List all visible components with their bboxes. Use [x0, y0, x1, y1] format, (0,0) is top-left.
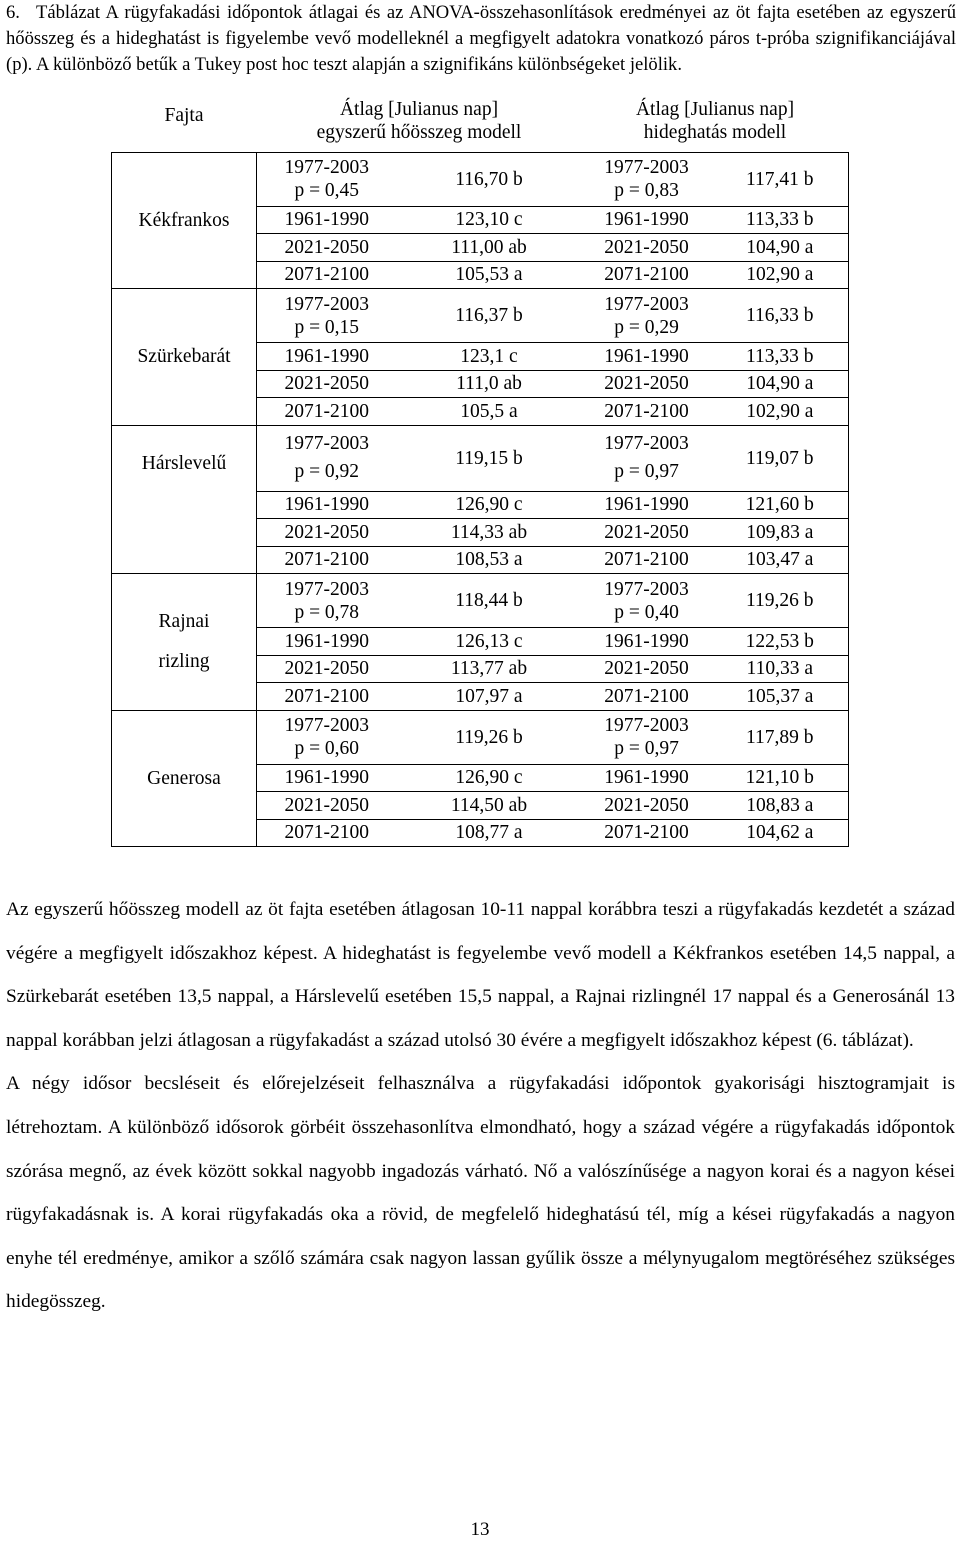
results-table — [111, 98, 849, 847]
value-model1: 123,1 c — [397, 343, 582, 371]
period-cell: 1977-2003 p = 0,15 — [257, 289, 397, 343]
period-cell: 1961-1990 — [257, 206, 397, 234]
period-cell: 1961-1990 — [582, 764, 712, 792]
value-model1: 118,44 b — [397, 574, 582, 628]
value-model1: 126,90 c — [397, 491, 582, 519]
table-caption — [6, 0, 956, 78]
value-model1: 105,53 a — [397, 261, 582, 289]
value-model1: 116,37 b — [397, 289, 582, 343]
value-model1: 123,10 c — [397, 206, 582, 234]
fajta-name: Szürkebarát — [112, 289, 257, 426]
value-model2: 113,33 b — [712, 206, 849, 234]
p-value-model2: p = 0,83 — [614, 180, 679, 201]
fajta-name: Hárslevelű — [112, 425, 257, 574]
value-model2: 116,33 b — [712, 289, 849, 343]
period-cell: 1977-2003 p = 0,92 — [257, 425, 397, 491]
value-model2: 119,07 b — [712, 425, 849, 491]
p-value-model1: p = 0,78 — [294, 601, 360, 623]
table-row — [112, 425, 849, 491]
period-cell: 1961-1990 — [257, 764, 397, 792]
fajta-name — [112, 574, 257, 711]
period-cell: 2021-2050 — [582, 519, 712, 547]
period-cell: 2071-2100 — [257, 546, 397, 574]
period-cell: 1961-1990 — [582, 628, 712, 656]
period-cell: 2021-2050 — [257, 792, 397, 820]
value-model1: 126,90 c — [397, 764, 582, 792]
value-model1: 108,77 a — [397, 819, 582, 847]
period-cell: 2071-2100 — [257, 261, 397, 289]
body-text — [6, 888, 955, 1324]
value-model2: 104,90 a — [712, 370, 849, 398]
value-model1: 119,15 b — [397, 425, 582, 491]
period-cell: 1961-1990 — [582, 343, 712, 371]
period-cell: 2021-2050 — [582, 370, 712, 398]
p-value-model1: p = 0,15 — [294, 316, 360, 338]
value-model2: 105,37 a — [712, 683, 849, 711]
header-model1 — [257, 98, 582, 152]
value-model2: 117,41 b — [712, 152, 849, 206]
fajta-name: Generosa — [112, 710, 257, 847]
header-model2-line1: Átlag [Julianus nap] — [635, 99, 795, 120]
page-number: 13 — [470, 1519, 490, 1540]
value-model2: 121,10 b — [712, 764, 849, 792]
period-cell: 2021-2050 — [582, 234, 712, 262]
value-model2: 110,33 a — [712, 655, 849, 683]
p-value-model1: p = 0,45 — [294, 180, 360, 201]
period-cell: 1977-2003 p = 0,29 — [582, 289, 712, 343]
value-model2: 108,83 a — [712, 792, 849, 820]
header-model2-line2: hideghatás modell — [643, 122, 787, 143]
header-model1-line2: egyszerű hőösszeg modell — [316, 122, 522, 143]
period-cell: 1961-1990 — [257, 628, 397, 656]
period-cell: 2021-2050 — [257, 519, 397, 547]
value-model2: 102,90 a — [712, 398, 849, 426]
value-model2: 119,26 b — [712, 574, 849, 628]
header-model2 — [582, 98, 849, 152]
period-cell: 1961-1990 — [582, 491, 712, 519]
fajta-name-line2: rizling — [158, 650, 210, 672]
p-value-model1: p = 0,60 — [294, 738, 360, 759]
caption-number: 6. — [6, 2, 20, 23]
caption-text: Táblázat A rügyfakadási időpontok átlagai és az ANOVA-összehasonlítások eredményei az öt fajta esetében az egyszerű hőösszeg és a hideghatást is figyelembe vevő modelleknél a megfigyelt adatokra vonatkozó páros t-próba szignifikanciájával (p). A különböző betűk a Tukey post hoc teszt alapján a szignifikáns különbségeket jelölik. — [6, 2, 956, 75]
value-model1: 116,70 b — [397, 152, 582, 206]
header-model1-line1: Átlag [Julianus nap] — [339, 99, 499, 120]
fajta-name: Kékfrankos — [112, 152, 257, 289]
period-cell: 2021-2050 — [257, 655, 397, 683]
value-model1: 126,13 c — [397, 628, 582, 656]
value-model2: 117,89 b — [712, 710, 849, 764]
paragraph: Az egyszerű hőösszeg modell az öt fajta esetében átlagosan 10-11 nappal korábbra teszi a rügyfakadás kezdetét a század végére a megfigyelt időszakhoz képest. A hideghatást is fegyelembe vevő modell a Kékfrankos esetében 14,5 nappal, a Szürkebarát esetében 13,5 nappal, a Hárslevelű esetében 15,5 nappal, a Rajnai rizlingnél 17 nappal és a Generosánál 13 nappal korábban jelzi átlagosan a rügyfakadást a század utolsó 30 évére a megfigyelt időszakhoz képest (6. táblázat). — [6, 899, 955, 1051]
period-cell: 2071-2100 — [257, 683, 397, 711]
p-value-model2: p = 0,40 — [614, 601, 679, 623]
table-row — [112, 574, 849, 628]
value-model1: 107,97 a — [397, 683, 582, 711]
value-model1: 119,26 b — [397, 710, 582, 764]
value-model2: 122,53 b — [712, 628, 849, 656]
period-cell: 1961-1990 — [582, 206, 712, 234]
value-model2: 104,62 a — [712, 819, 849, 847]
period-cell: 1977-2003 p = 0,78 — [257, 574, 397, 628]
period-cell: 1961-1990 — [257, 491, 397, 519]
period-cell: 2071-2100 — [257, 819, 397, 847]
value-model2: 109,83 a — [712, 519, 849, 547]
value-model2: 113,33 b — [712, 343, 849, 371]
table-row — [112, 152, 849, 206]
header-fajta: Fajta — [164, 105, 204, 126]
value-model2: 103,47 a — [712, 546, 849, 574]
period-cell: 1977-2003 p = 0,83 — [582, 152, 712, 206]
period-cell: 1977-2003 p = 0,97 — [582, 710, 712, 764]
period-cell: 1977-2003 p = 0,60 — [257, 710, 397, 764]
period-cell: 2071-2100 — [582, 819, 712, 847]
period-cell: 2071-2100 — [582, 398, 712, 426]
period-cell: 2021-2050 — [582, 792, 712, 820]
paragraph: A négy idősor becsléseit és előrejelzéseit felhasználva a rügyfakadási időpontok gyakorisági hisztogramjait is létrehoztam. A különböző idősorok görbéit összehasonlítva elmondható, hogy a század végére a rügyfakadás időpontok szórása megnő, az évek között sokkal nagyobb ingadozás várható. Nő a valószínűsége a nagyon korai és a nagyon kései rügyfakadásnak is. A korai rügyfakadás oka a rövid, de megfelelő hideghatású tél, míg a kései rügyfakadás a nagyon enyhe tél eredménye, amikor a szőlő számára csak nagyon lassan gyűlik össze a mélynyugalom megtöréséhez szükséges hidegösszeg. — [6, 1073, 955, 1313]
p-value-model2: p = 0,97 — [614, 738, 679, 759]
p-value-model1: p = 0,92 — [294, 461, 360, 482]
value-model2: 121,60 b — [712, 491, 849, 519]
table-row — [112, 710, 849, 764]
value-model2: 104,90 a — [712, 234, 849, 262]
value-model1: 105,5 a — [397, 398, 582, 426]
period-cell: 2021-2050 — [257, 370, 397, 398]
period-cell: 2021-2050 — [257, 234, 397, 262]
period-cell: 1961-1990 — [257, 343, 397, 371]
period-cell: 2071-2100 — [257, 398, 397, 426]
value-model2: 102,90 a — [712, 261, 849, 289]
period-cell: 2071-2100 — [582, 261, 712, 289]
value-model1: 111,00 ab — [397, 234, 582, 262]
value-model1: 108,53 a — [397, 546, 582, 574]
value-model1: 114,50 ab — [397, 792, 582, 820]
p-value-model2: p = 0,29 — [614, 316, 679, 338]
value-model1: 114,33 ab — [397, 519, 582, 547]
period-cell: 1977-2003 p = 0,45 — [257, 152, 397, 206]
p-value-model2: p = 0,97 — [614, 461, 679, 482]
table-row — [112, 289, 849, 343]
period-cell: 2071-2100 — [582, 546, 712, 574]
fajta-name-line1: Rajnai — [158, 610, 210, 632]
value-model1: 111,0 ab — [397, 370, 582, 398]
period-cell: 1977-2003 p = 0,40 — [582, 574, 712, 628]
period-cell: 2071-2100 — [582, 683, 712, 711]
value-model1: 113,77 ab — [397, 655, 582, 683]
period-cell: 2021-2050 — [582, 655, 712, 683]
period-cell: 1977-2003 p = 0,97 — [582, 425, 712, 491]
